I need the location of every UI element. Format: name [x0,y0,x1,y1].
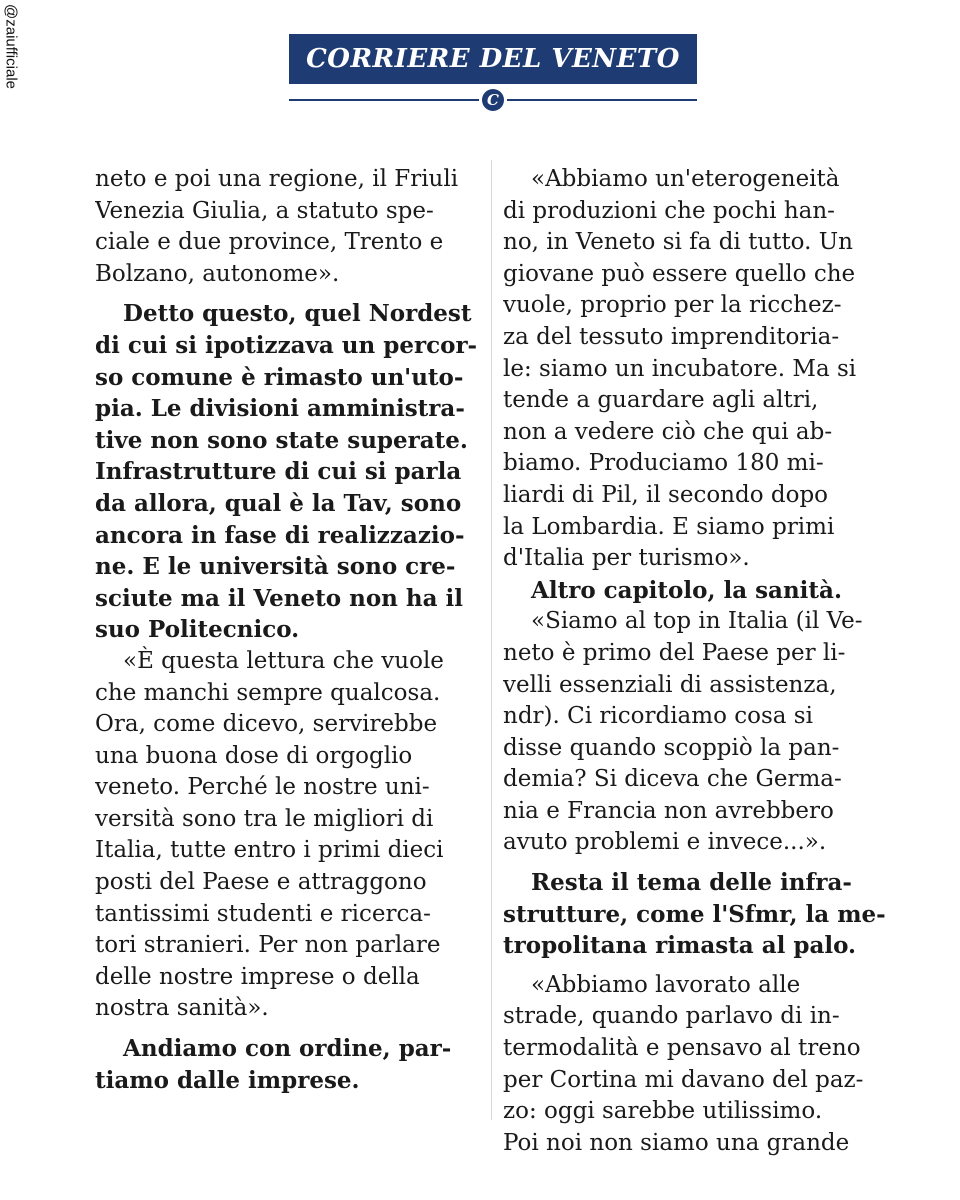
article-line: giovane può essere quello che [503,260,856,287]
article-line: termodalità e pensavo al treno [503,1035,861,1062]
article-line: no, in Veneto si fa di tutto. Un [503,229,853,256]
masthead-rule-right [507,99,697,101]
article-line: tive non sono state superate. [95,426,468,454]
article-line: Infrastrutture di cui si parla [95,458,462,486]
article-line: ne. E le università sono cre- [95,553,456,581]
article-line: strutture, come l'Sfmr, la me- [503,900,886,928]
social-handle-text: @zaiufficiale [2,4,20,89]
article-line: Bolzano, autonome». [95,260,340,287]
article-line: le: siamo un incubatore. Ma si [503,355,857,382]
masthead [289,34,697,84]
article-line: liardi di Pil, il secondo dopo [503,481,829,508]
article-column-left [95,164,485,1096]
article-line: velli essenziali di assistenza, [503,671,837,698]
article-line: per Cortina mi davano del paz- [503,1066,864,1093]
article-line: demia? Si diceva che Germa- [503,766,842,793]
article-line: versità sono tra le migliori di [95,805,434,832]
article-line: strade, quando parlavo di in- [503,1003,840,1030]
article-line: zo: oggi sarebbe utilissimo. [503,1098,823,1125]
article-line: da allora, qual è la Tav, sono [95,489,462,517]
article-line: Italia, tutte entro i primi dieci [95,837,444,864]
article-line: Venezia Giulia, a statuto spe- [95,197,434,224]
article-line: nia e Francia non avrebbero [503,797,834,824]
article-line: Resta il tema delle infra- [531,869,852,897]
article-line: suo Politecnico. [95,616,300,644]
article-line: «È questa lettura che vuole [123,647,444,674]
article-line: nostra sanità». [95,995,269,1022]
masthead-title: CORRIERE DEL VENETO [306,44,680,74]
article-line: disse quando scoppiò la pan- [503,734,840,761]
article-line: tiamo dalle imprese. [95,1066,360,1094]
article-line: biamo. Produciamo 180 mi- [503,450,824,477]
article-line: «Abbiamo lavorato alle [531,971,801,998]
article-column-right [503,164,888,1159]
article-line: Andiamo con ordine, par- [123,1035,452,1063]
article-line: tori stranieri. Per non parlare [95,932,441,959]
social-handle [2,4,20,134]
article-line: di cui si ipotizzava un percor- [95,331,478,359]
article-line: posti del Paese e attraggono [95,869,427,896]
column-divider [491,160,492,1120]
article-line: Poi noi non siamo una grande [503,1129,850,1156]
article-line: Detto questo, quel Nordest [123,300,472,328]
paragraph-gap [503,962,888,970]
article-line: d'Italia per turismo». [503,545,750,572]
article-line: sciute ma il Veneto non ha il [95,584,463,612]
article-line: Ora, come dicevo, servirebbe [95,711,438,738]
masthead-logo-icon: C [482,89,504,111]
article-line: di produzioni che pochi han- [503,197,835,224]
article-line: ciale e due province, Trento e [95,229,444,256]
article-line: pia. Le divisioni amministra- [95,395,465,423]
paragraph-gap [95,290,485,298]
masthead-rule-left [289,99,479,101]
article-line: tantissimi studenti e ricerca- [95,900,431,927]
article-line: la Lombardia. E siamo primi [503,513,835,540]
article-line: «Siamo al top in Italia (il Ve- [531,608,863,635]
paragraph-gap [95,1025,485,1033]
article-line: ndr). Ci ricordiamo cosa si [503,703,813,730]
article-line: za del tessuto imprenditoria- [503,323,840,350]
article-line: avuto problemi e invece...». [503,829,827,856]
article-line: che manchi sempre qualcosa. [95,679,441,706]
article-line: delle nostre imprese o della [95,963,420,990]
article-line: tende a guardare agli altri, [503,387,819,414]
article-line: neto e poi una regione, il Friuli [95,166,459,192]
article-line: Altro capitolo, la sanità. [531,576,842,604]
article-line: non a vedere ciò che qui ab- [503,418,833,445]
article-line: tropolitana rimasta al palo. [503,932,857,960]
article-line: vuole, proprio per la ricchez- [503,292,842,319]
article-line: «Abbiamo un'eterogeneità [531,166,840,192]
article-line: so comune è rimasto un'uto- [95,363,464,391]
article-line: veneto. Perché le nostre uni- [95,774,430,801]
article-line: ancora in fase di realizzazio- [95,521,465,549]
article-line: neto è primo del Paese per li- [503,639,846,666]
paragraph-gap [503,859,888,867]
article-line: una buona dose di orgoglio [95,742,413,769]
